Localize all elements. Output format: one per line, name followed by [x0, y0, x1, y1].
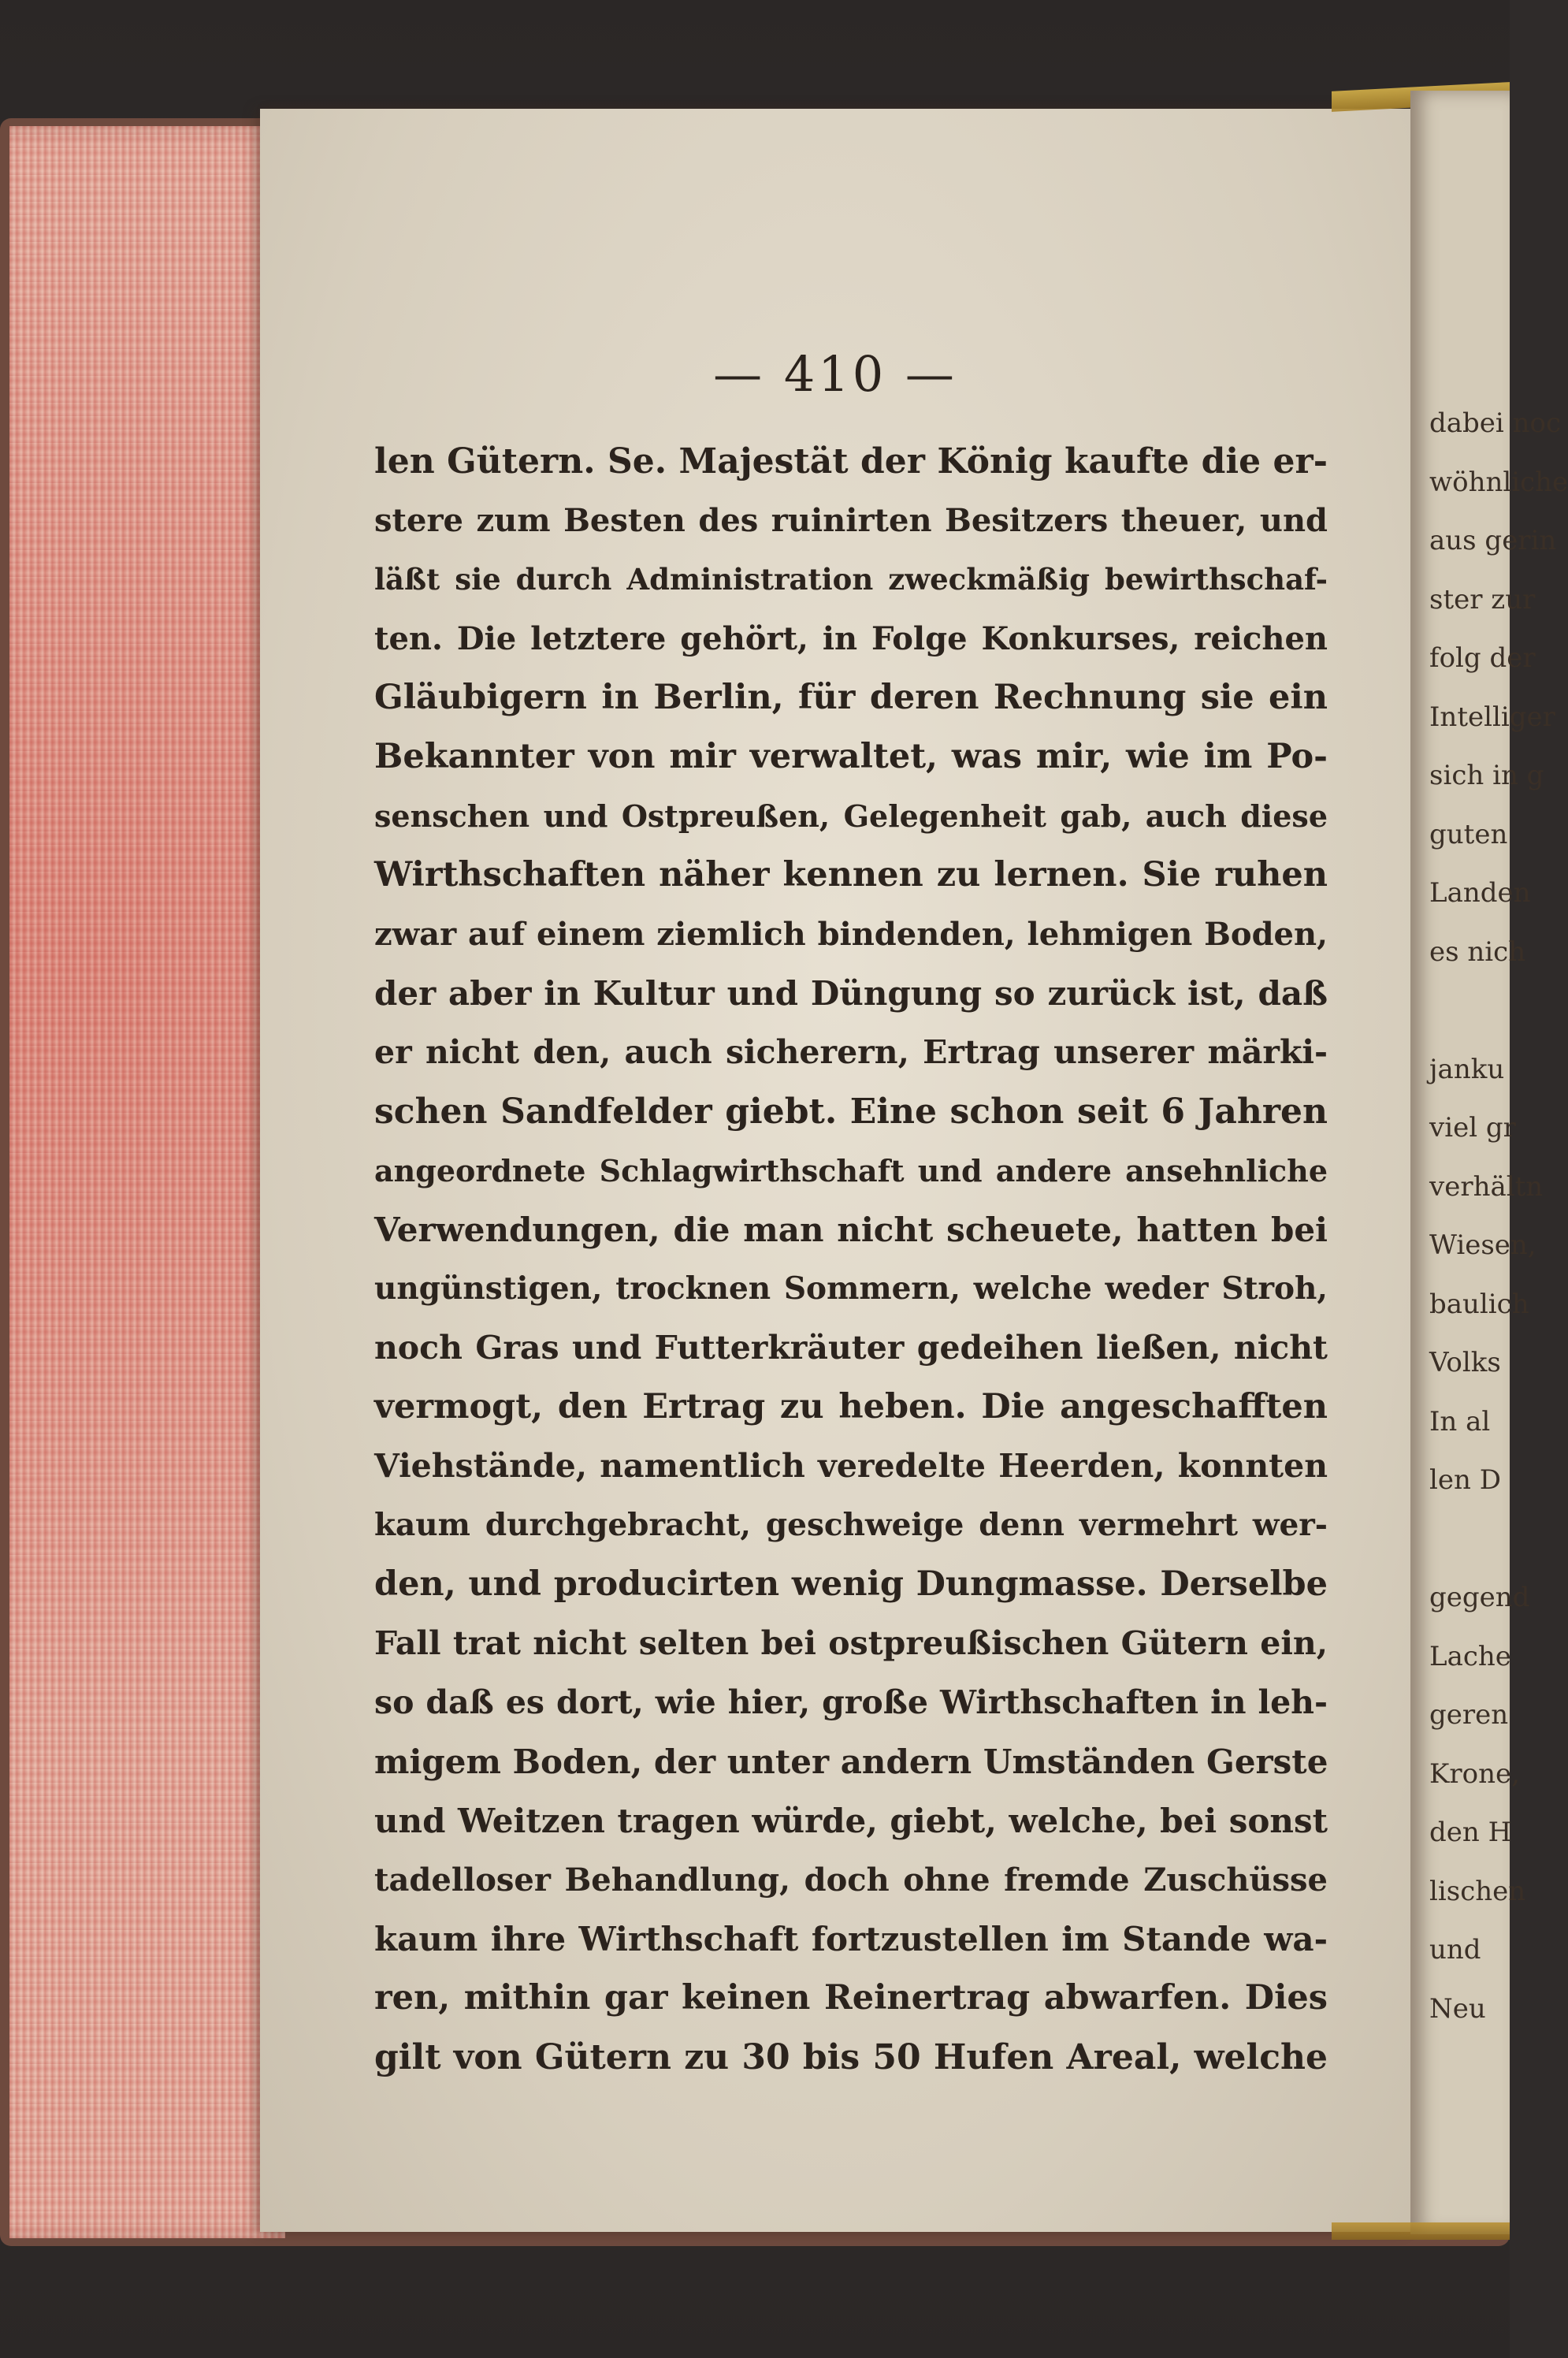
facing-text-line	[1429, 1510, 1568, 1569]
facing-text-line: sich in g	[1429, 760, 1544, 791]
facing-text-line: gegend	[1429, 1582, 1530, 1613]
facing-text-line: aus gerin	[1429, 525, 1557, 556]
facing-text-line: ster zur	[1429, 583, 1536, 616]
facing-text-line: es nich	[1429, 935, 1526, 968]
text-line: der aber in Kultur und Düngung so zurück ist, daß	[374, 974, 1328, 1013]
text-line: ren, mithin gar keinen Reinertrag abwarfen. Dies	[374, 1978, 1328, 2018]
facing-text-line: Wiesen,	[1429, 1229, 1536, 1261]
facing-text-line	[1429, 981, 1568, 1040]
facing-text-line: Volks	[1429, 1347, 1501, 1378]
text-line: tadelloser Behandlung, doch ohne fremde Zuschüsse	[374, 1861, 1328, 1899]
facing-text-line: baulich	[1429, 1288, 1529, 1320]
text-line: vermogt, den Ertrag zu heben. Die angeschafften	[374, 1387, 1328, 1426]
text-line: Fall trat nicht selten bei ostpreußischen Gütern ein,	[374, 1624, 1328, 1662]
facing-text-line: und	[1429, 1934, 1481, 1966]
text-line: senschen und Ostpreußen, Gelegenheit gab, auch diese	[374, 798, 1328, 834]
text-line: ungünstigen, trocknen Sommern, welche weder Stroh,	[374, 1270, 1328, 1307]
text-line: schen Sandfelder giebt. Eine schon seit 6 Jahren	[374, 1092, 1328, 1132]
text-line: stere zum Besten des ruinirten Besitzers theuer, und	[374, 502, 1328, 539]
text-line: noch Gras und Futterkräuter gedeihen ließen, nicht	[374, 1329, 1328, 1367]
text-line: zwar auf einem ziemlich bindenden, lehmigen Boden,	[374, 916, 1328, 953]
text-line: Wirthschaften näher kennen zu lernen. Sie ruhen	[374, 855, 1328, 894]
facing-text-line: In al	[1429, 1405, 1491, 1437]
facing-text-line: Lache	[1429, 1640, 1511, 1672]
facing-text-line: janku	[1429, 1053, 1505, 1085]
facing-text-line: wöhnliche	[1429, 466, 1568, 498]
text-line: kaum durchgebracht, geschweige denn vermehrt wer-	[374, 1507, 1328, 1543]
facing-text-line: len D	[1429, 1464, 1501, 1496]
facing-text-line: den H	[1429, 1817, 1512, 1848]
facing-text-line: guten	[1429, 818, 1508, 850]
gilt-edge-bottom	[1332, 2222, 1510, 2240]
book-page	[260, 109, 1410, 2232]
text-line: Viehstände, namentlich veredelte Heerden, konnten	[374, 1447, 1328, 1485]
text-line: migem Boden, der unter andern Umständen Gerste	[374, 1742, 1328, 1781]
facing-text-line: geren	[1429, 1699, 1509, 1731]
text-line: läßt sie durch Administration zweckmäßig bewirthschaf-	[374, 562, 1328, 597]
facing-text-line: Krone,	[1429, 1757, 1520, 1790]
facing-text-line: folg der	[1429, 642, 1536, 674]
text-line: gilt von Gütern zu 30 bis 50 Hufen Areal, welche	[374, 2037, 1328, 2077]
facing-text-line: verhältn	[1429, 1170, 1544, 1203]
facing-page-text	[1429, 394, 1568, 2038]
text-line: Gläubigern in Berlin, für deren Rechnung sie ein	[374, 678, 1328, 717]
page-number: — 410 —	[713, 345, 957, 403]
speckled-fore-edge	[9, 126, 285, 2238]
facing-text-line: Intelliger	[1429, 701, 1555, 733]
text-line: angeordnete Schlagwirthschaft und andere ansehnliche	[374, 1153, 1328, 1188]
page-text	[374, 432, 1328, 2087]
facing-text-line: viel gr	[1429, 1112, 1516, 1144]
text-line: ten. Die letztere gehört, in Folge Konkurses, reichen	[374, 620, 1328, 657]
text-line: er nicht den, auch sicherern, Ertrag unserer märki-	[374, 1033, 1328, 1071]
text-line: so daß es dort, wie hier, große Wirthschaften in leh-	[374, 1683, 1328, 1721]
facing-text-line: dabei noc	[1429, 407, 1562, 439]
facing-page-sliver	[1410, 91, 1568, 2234]
text-line: Bekannter von mir verwaltet, was mir, wie im Po-	[374, 737, 1328, 776]
facing-text-line: Landen	[1429, 877, 1531, 909]
text-line: len Gütern. Se. Majestät der König kaufte die er-	[374, 441, 1328, 482]
facing-text-line: Neu	[1429, 1992, 1486, 2025]
text-line: Verwendungen, die man nicht scheuete, hatten bei	[374, 1211, 1328, 1249]
text-line: kaum ihre Wirthschaft fortzustellen im Stande wa-	[374, 1920, 1328, 1958]
text-line: und Weitzen tragen würde, giebt, welche, bei sonst	[374, 1802, 1328, 1840]
facing-text-line: lischen	[1429, 1875, 1526, 1907]
text-line: den, und producirten wenig Dungmasse. Derselbe	[374, 1564, 1328, 1604]
